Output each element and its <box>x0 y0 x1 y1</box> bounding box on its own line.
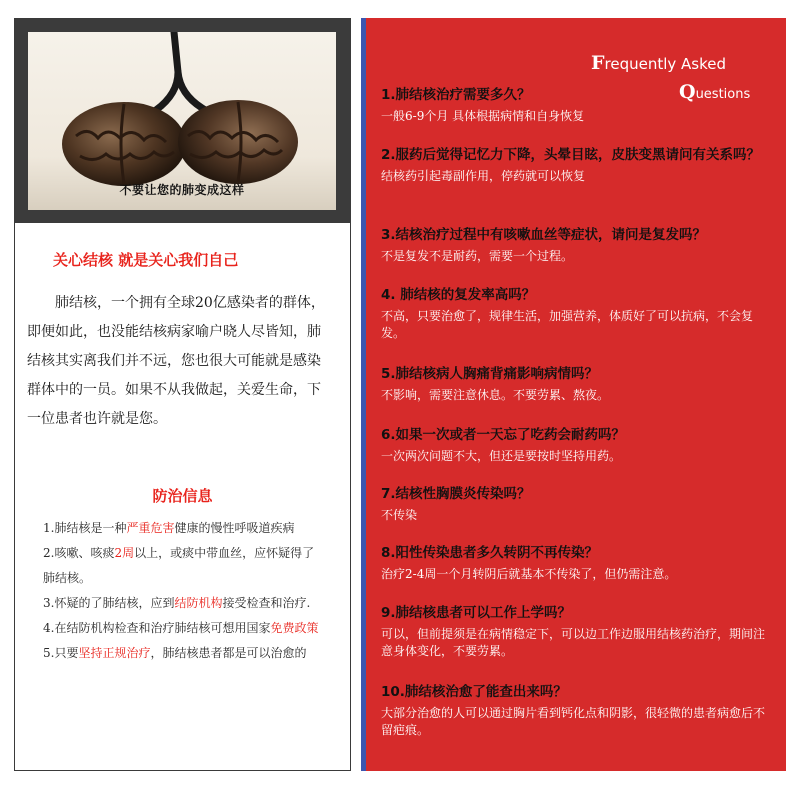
faq-item <box>381 682 776 739</box>
faq-item <box>381 285 776 342</box>
prevention-tips-list <box>43 516 325 666</box>
faq-title-line2: Questions <box>679 81 751 103</box>
faq-panel <box>361 18 786 771</box>
intro-paragraph: 肺结核，一个拥有全球20亿感染者的群体，即便如此，也没能结核病家喻户晓人尽皆知，肺结核其实离我们并不远，您也很大可能就是感染群体中的一员。如果不从我做起，关爱生命，下一位患者也许就是您。 <box>27 295 325 427</box>
faq-question: 2.服药后觉得记忆力下降，头晕目眩，皮肤变黑请问有关系吗？ <box>381 147 761 163</box>
faq-question: 9.肺结核患者可以工作上学吗？ <box>381 605 572 621</box>
faq-question: 4. 肺结核的复发率高吗？ <box>381 287 536 303</box>
prevention-tip: 4.在结防机构检查和治疗肺结核可想用国家免费政策 <box>43 621 319 635</box>
faq-item <box>381 425 776 465</box>
faq-answer: 可以，但前提须是在病情稳定下，可以边工作边服用结核药治疗，期间注意身体变化，不要劳累。 <box>381 627 766 658</box>
tip-highlight: 结防机构 <box>174 596 223 610</box>
faq-question: 10.肺结核治愈了能查出来吗？ <box>381 684 567 700</box>
faq-answer: 一般6-9个月 具体根据病情和自身恢复 <box>381 109 585 123</box>
faq-answer: 治疗2-4周一个月转阴后就基本不传染了，但仍需注意。 <box>381 567 677 581</box>
faq-question: 3.结核治疗过程中有咳嗽血丝等症状，请问是复发吗？ <box>381 227 707 243</box>
faq-question: 1.肺结核治疗需要多久？ <box>381 87 531 103</box>
prevention-tip: 5.只要坚持正规治疗，肺结核患者都是可以治愈的 <box>43 646 307 660</box>
prevention-tip: 2.咳嗽、咳痰2周以上，或痰中带血丝，应怀疑得了肺结核。 <box>43 546 315 585</box>
faq-item <box>381 543 776 583</box>
prevention-heading: 防治信息 <box>152 487 213 505</box>
faq-item <box>381 85 776 125</box>
faq-answer: 不传染 <box>381 508 418 522</box>
faq-answer: 不高，只要治愈了，规律生活，加强营养，体质好了可以抗病，不会复发。 <box>381 309 754 340</box>
left-panel <box>14 18 351 771</box>
lung-walnut-illustration <box>28 32 336 210</box>
panel-accent-stripe <box>361 18 366 771</box>
faq-question: 6.如果一次或者一天忘了吃药会耐药吗？ <box>381 427 626 443</box>
tip-highlight: 坚持正规治疗 <box>78 646 151 660</box>
prevention-tip: 3.怀疑的了肺结核，应到结防机构接受检查和治疗. <box>43 596 311 610</box>
faq-answer: 不是复发不是耐药，需要一个过程。 <box>381 249 574 263</box>
tip-highlight: 免费政策 <box>270 621 319 635</box>
faq-answer: 大部分治愈的人可以通过胸片看到钙化点和阴影，很轻微的患者病愈后不留疤痕。 <box>381 706 766 737</box>
tip-highlight: 2周 <box>114 546 135 560</box>
tip-highlight: 严重危害 <box>126 521 175 535</box>
faq-question: 8.阳性传染患者多久转阴不再传染？ <box>381 545 599 561</box>
faq-question: 7.结核性胸膜炎传染吗？ <box>381 486 531 502</box>
faq-answer: 一次两次问题不大，但还是要按时坚持用药。 <box>381 449 622 463</box>
prevention-tip: 1.肺结核是一种严重危害健康的慢性呼吸道疾病 <box>43 521 295 535</box>
faq-answer: 不影响，需要注意休息。不要劳累、熬夜。 <box>381 388 610 402</box>
faq-item <box>381 145 776 185</box>
faq-item <box>381 225 776 265</box>
faq-item <box>381 364 776 404</box>
faq-question: 5.肺结核病人胸痛背痛影响病情吗？ <box>381 366 599 382</box>
hero-image-frame <box>15 19 350 223</box>
faq-answer: 结核药引起毒副作用，停药就可以恢复 <box>381 169 586 183</box>
faq-item <box>381 484 776 524</box>
faq-title-line1: Frequently Asked <box>591 52 727 74</box>
slogan-heading: 关心结核 就是关心我们自己 <box>53 251 239 269</box>
hero-caption: 不要让您的肺变成这样 <box>119 183 245 197</box>
faq-item <box>381 603 776 660</box>
